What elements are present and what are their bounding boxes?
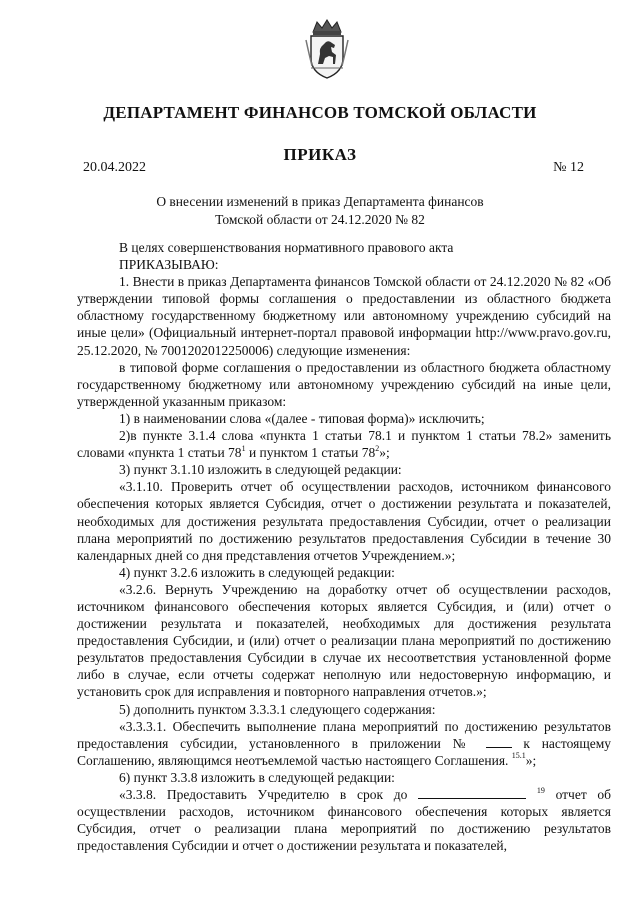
blank-field xyxy=(418,786,526,799)
text: 2)в пункте 3.1.4 слова «пункта 1 статьи 78.1 и пунктом 1 статьи 78.2» заменить словами «пункта 1 статьи 78 xyxy=(77,428,611,461)
document-type: ПРИКАЗ xyxy=(283,145,357,164)
text: и пунктом 1 статьи 78 xyxy=(245,445,376,461)
paragraph: 5) дополнить пунктом 3.3.3.1 следующего содержания: xyxy=(119,701,436,717)
footnote-ref: 2 xyxy=(375,443,380,453)
text: «3.3.3.1. Обеспечить выполнение плана мероприятий по достижению результатов предоставления субсидии, установленного в приложении № xyxy=(77,718,611,751)
paragraph: 4) пункт 3.2.6 изложить в следующей редакции: xyxy=(119,564,395,580)
document-number: № 12 xyxy=(553,160,584,175)
text: отчет об осуществлении расходов, источником финансового обеспечения которых является Субсидия, отчет о реализации плана мероприятий по достижению результатов предоставления Субсидии и отчет о достижении результата и показателей, xyxy=(77,787,612,854)
document-body xyxy=(77,239,611,854)
paragraph: В целях совершенствования нормативного правового акта xyxy=(119,240,454,255)
blank-field xyxy=(486,735,512,748)
text: »; xyxy=(525,752,537,768)
subject-line-1: О внесении изменений в приказ Департамента финансов xyxy=(156,194,484,209)
coat-of-arms-icon xyxy=(303,18,351,80)
paragraph: в типовой форме соглашения о предоставлении из областного бюджета областному государственному бюджетному или автономному учреждению субсидий на иные цели, утвержденной указанным приказом: xyxy=(77,359,611,409)
document-date: 20.04.2022 xyxy=(83,160,146,175)
text: к настоящему Соглашению, являющимся неотъемлемой частью настоящего Соглашения. xyxy=(77,735,612,768)
paragraph xyxy=(77,718,611,769)
paragraph xyxy=(77,427,611,461)
document-subject xyxy=(0,193,640,229)
text: »; xyxy=(379,445,390,461)
paragraph: 1) в наименовании слова «(далее - типовая форма)» исключить; xyxy=(119,410,485,426)
paragraph: 1. Внести в приказ Департамента финансов Томской области от 24.12.2020 № 82 «Об утверждении типовой формы соглашения о предоставлении из областного бюджета областному государственному бюджетному или автономному учреждению субсидий на иные цели» (Официальный интернет-портал правовой информации http://www.pravo.gov.ru, 25.12.2020, № 7001202012250006) следующие изменения: xyxy=(77,274,611,358)
footnote-ref: 19 xyxy=(536,785,545,795)
department-title: ДЕПАРТАМЕНТ ФИНАНСОВ ТОМСКОЙ ОБЛАСТИ xyxy=(103,103,537,122)
paragraph: «3.1.10. Проверить отчет об осуществлении расходов, источником финансового обеспечения которых является Субсидия, отчет о достижении результата и показателей, необходимых для достижения результата предоставления Субсидии, отчет о реализации плана мероприятий по достижению результатов предоставления Субсидии в течение 30 календарных дней со дня представления отчетов Учреждением.»; xyxy=(77,479,611,563)
footnote-ref: 1 xyxy=(241,443,246,453)
paragraph: ПРИКАЗЫВАЮ: xyxy=(119,257,219,273)
paragraph: 6) пункт 3.3.8 изложить в следующей редакции: xyxy=(119,769,395,785)
text: «3.3.8. Предоставить Учредителю в срок до xyxy=(119,787,408,802)
footnote-ref: 15.1 xyxy=(511,751,526,761)
paragraph: «3.2.6. Вернуть Учреждению на доработку отчет об осуществлении расходов, источником финансового обеспечения которых является Субсидия, и (или) отчет о достижении результата и показателей, необходимых для достижения результата предоставления Субсидии, и (или) отчет о реализации плана мероприятий по достижению результатов предоставления Субсидии в случае их несоответствия установленной форме либо в случае, если отчеты содержат неполную или недостоверную информацию, и установить срок для исправления и повторного направления отчетов.»; xyxy=(77,581,611,700)
paragraph xyxy=(77,786,611,854)
subject-line-2: Томской области от 24.12.2020 № 82 xyxy=(215,212,425,227)
paragraph: 3) пункт 3.1.10 изложить в следующей редакции: xyxy=(119,462,402,478)
